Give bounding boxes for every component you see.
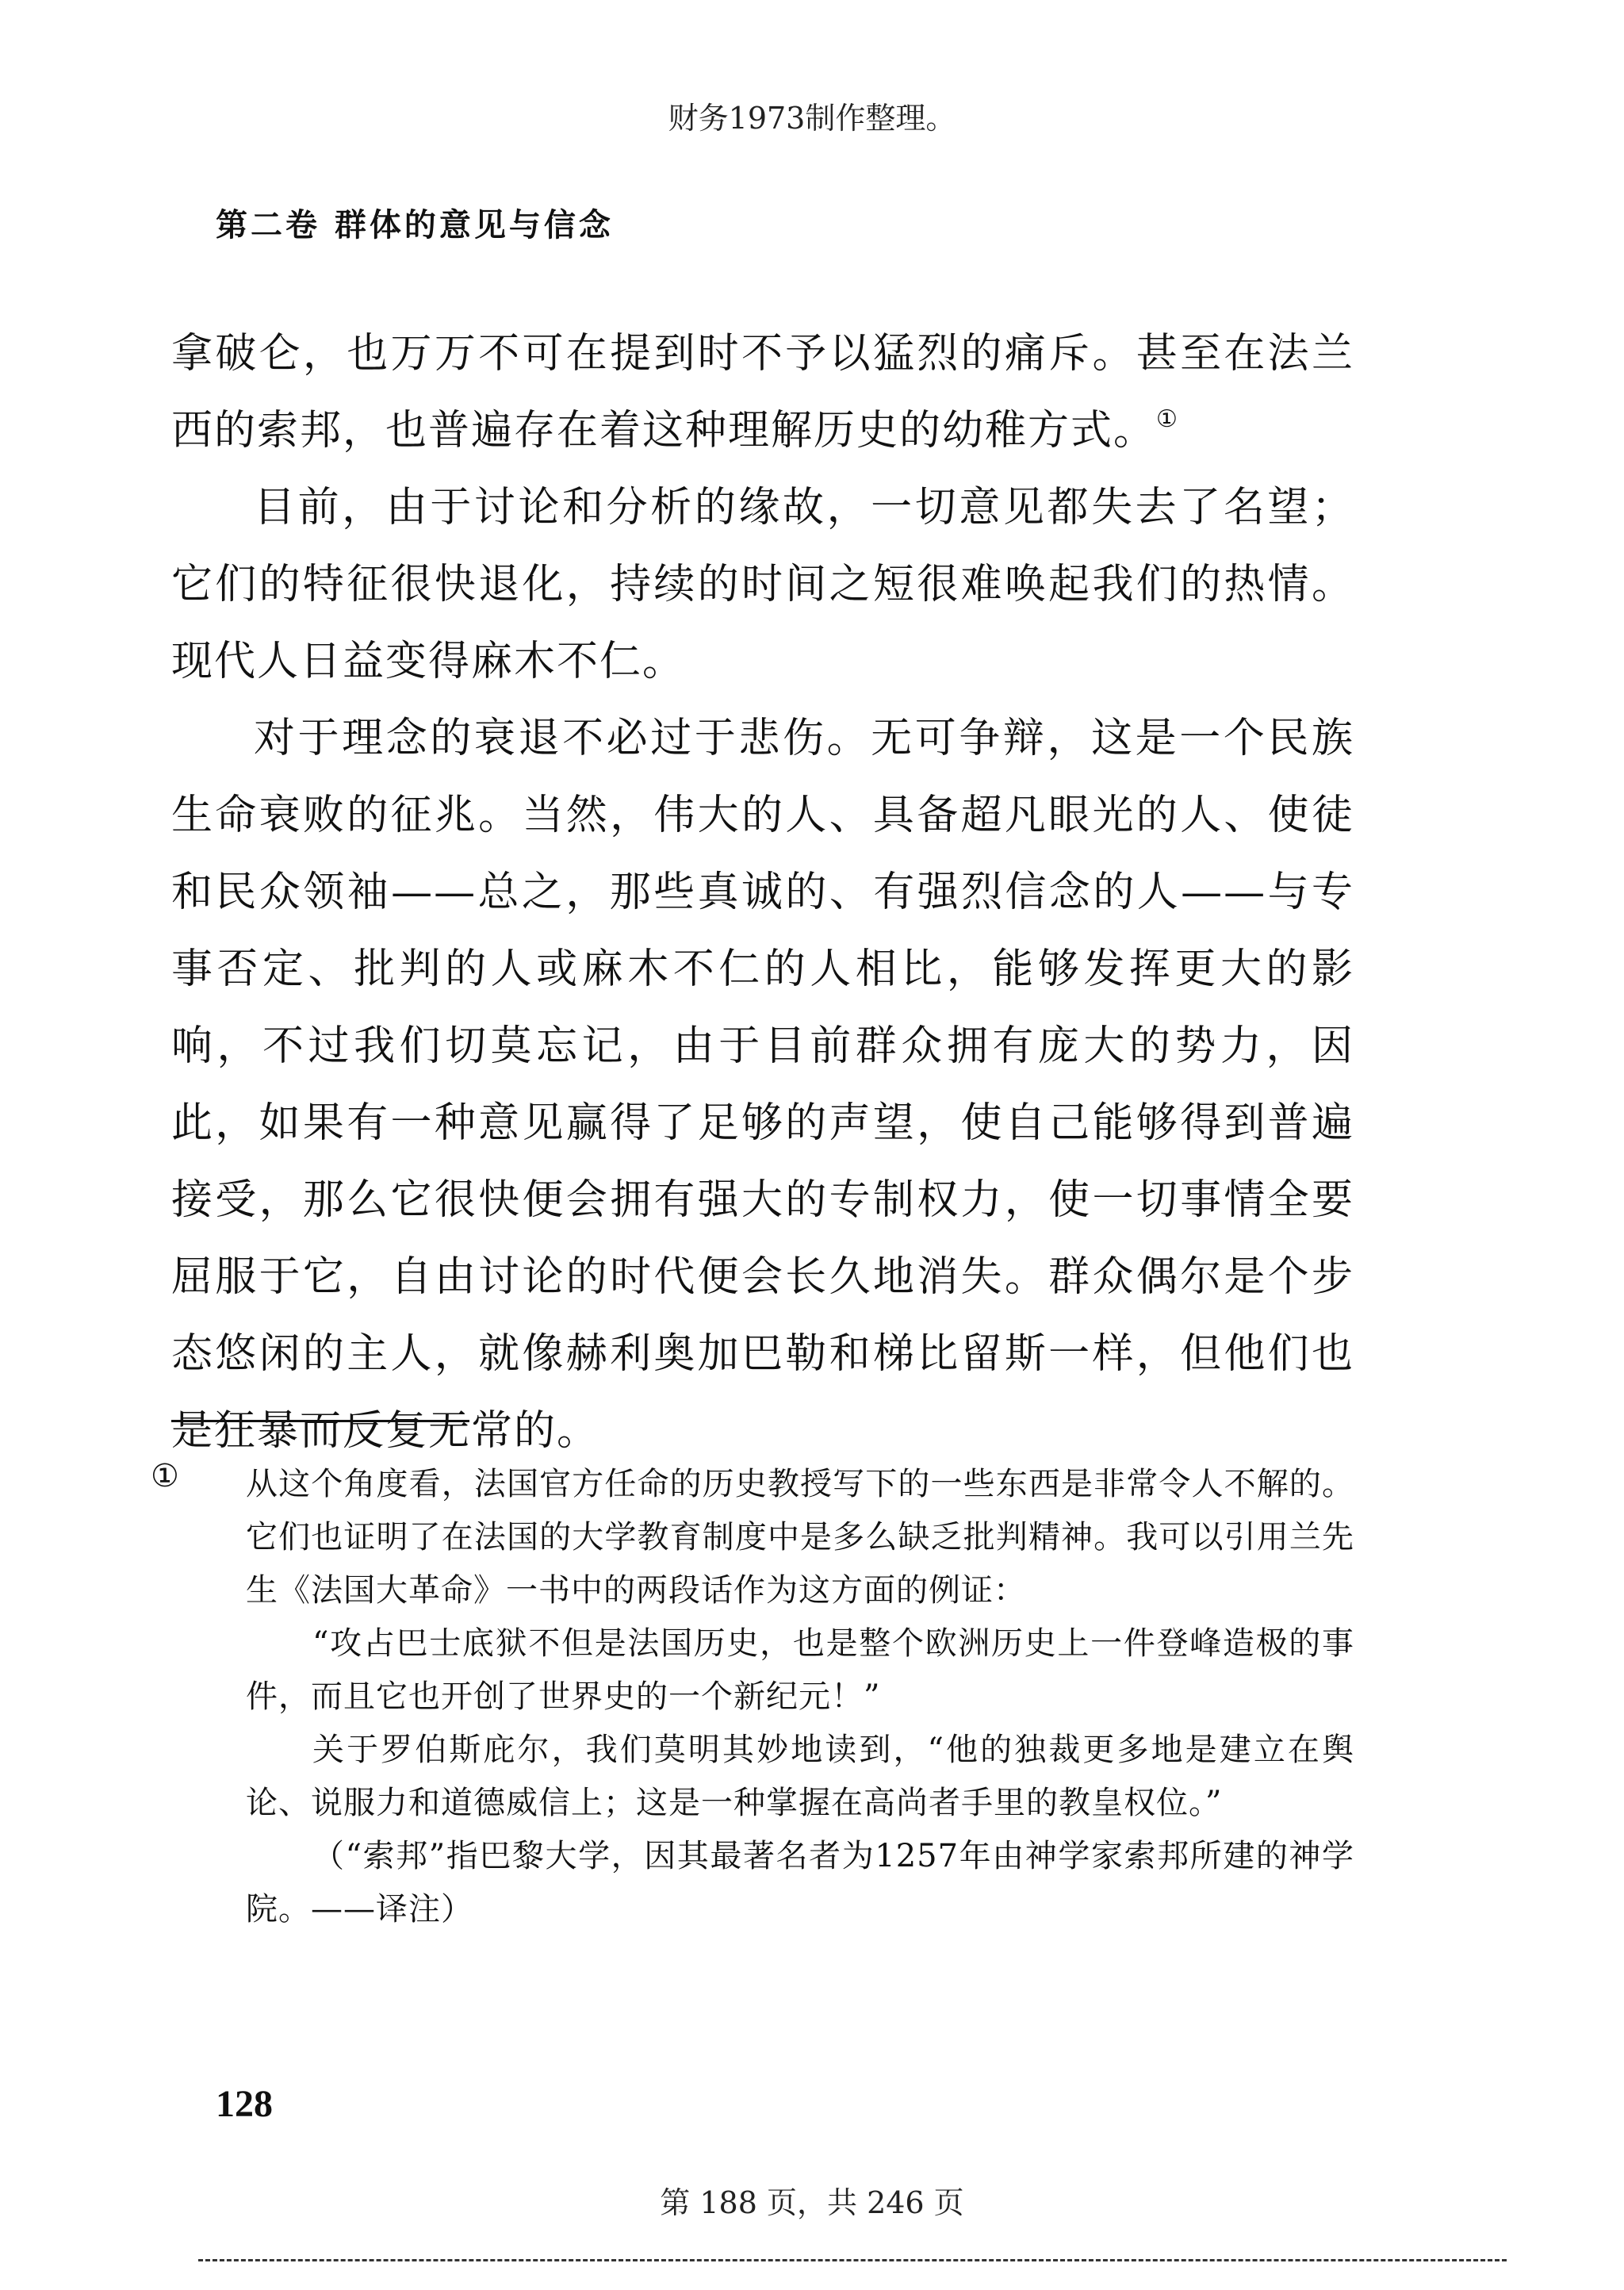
paragraph-1 <box>171 316 1354 470</box>
watermark-text: 财务1973制作整理。 <box>668 101 956 136</box>
paragraph-1-text: 拿破仑，也万万不可在提到时不予以猛烈的痛斥。甚至在法兰西的索邦，也普遍存在着这种理解历史的幼稚方式。 <box>171 330 1354 455</box>
footnote <box>151 1458 1354 1936</box>
paragraph-3: 对于理念的衰退不必过于悲伤。无可争辩，这是一个民族生命衰败的征兆。当然，伟大的人、具备超凡眼光的人、使徒和民众领袖——总之，那些真诚的、有强烈信念的人——与专事否定、批判的人或麻木不仁的人相比，能够发挥更大的影响，不过我们切莫忘记，由于目前群众拥有庞大的势力，因此，如果有一种意见赢得了足够的声望，使自己能够得到普遍接受，那么它很快便会拥有强大的专制权力，使一切事情全要屈服于它，自由讨论的时代便会长久地消失。群众偶尔是个步态悠闲的主人，就像赫利奥加巴勒和梯比留斯一样，但他们也是狂暴而反复无常的。 <box>171 715 1354 1455</box>
body-text <box>171 316 1354 1470</box>
footnote-translator-note: （“索邦”指巴黎大学，因其最著名者为1257年由神学家索邦所建的神学院。——译注） <box>246 1838 1354 1928</box>
footnote-marker: ① <box>151 1458 179 1494</box>
footnote-quote-1: “攻占巴士底狱不但是法国历史，也是整个欧洲历史上一件登峰造极的事件，而且它也开创了世界史的一个新纪元！” <box>246 1625 1354 1715</box>
paragraph-2: 目前，由于讨论和分析的缘故，一切意见都失去了名望；它们的特征很快退化，持续的时间之短很难唤起我们的热情。现代人日益变得麻木不仁。 <box>171 484 1354 685</box>
footnote-divider <box>171 1420 469 1422</box>
running-header: 第二卷 群体的意见与信念 <box>216 206 614 244</box>
page-counter: 第 188 页，共 246 页 <box>660 2185 964 2220</box>
footnote-reference: ① <box>1156 405 1179 433</box>
footnote-paragraph-1: 从这个角度看，法国官方任命的历史教授写下的一些东西是非常令人不解的。它们也证明了在法国的大学教育制度中是多么缺乏批判精神。我可以引用兰先生《法国大革命》一书中的两段话作为这方面的例证： <box>246 1466 1354 1609</box>
page-number: 128 <box>216 2083 273 2125</box>
scan-edge-line <box>198 2259 1507 2261</box>
footnote-quote-2: 关于罗伯斯庇尔，我们莫明其妙地读到，“他的独裁更多地是建立在舆论、说服力和道德威信上；这是一种掌握在高尚者手里的教皇权位。” <box>246 1732 1354 1821</box>
